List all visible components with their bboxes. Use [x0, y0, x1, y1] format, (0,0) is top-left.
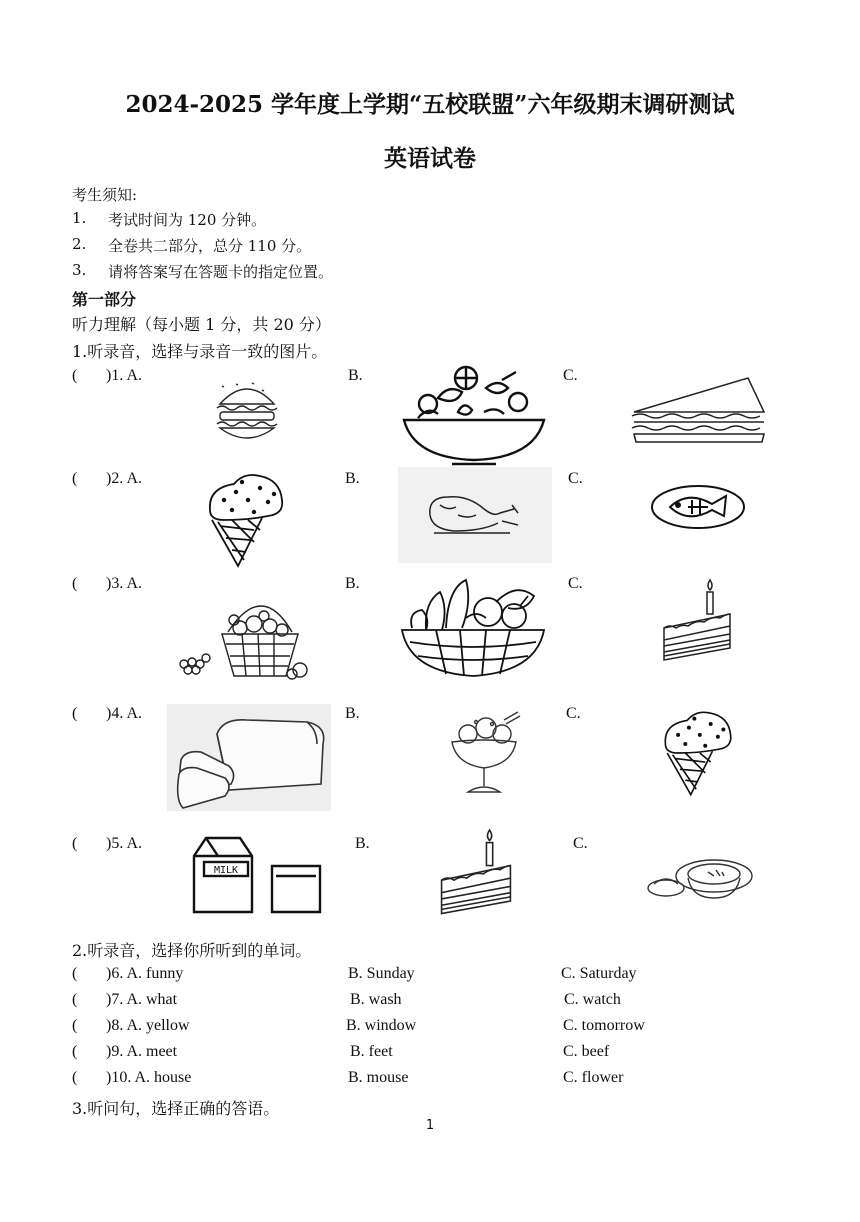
tea-cup-icon[interactable] — [644, 848, 756, 908]
option-b-label: B. — [355, 835, 370, 852]
section-1-instructions: 1.听录音，选择与录音一致的图片。 — [72, 342, 328, 361]
option-c: C. flower — [563, 1069, 624, 1086]
answer-paren[interactable]: ( — [72, 1043, 78, 1060]
option-c: C. watch — [564, 991, 621, 1008]
question-label: )5. A. — [106, 835, 142, 852]
option-a: )8. A. yellow — [106, 1017, 190, 1034]
option-c-label: C. — [563, 367, 578, 384]
note-item-2-num: 2. — [72, 235, 87, 253]
answer-paren[interactable]: ( — [72, 470, 78, 487]
answer-paren[interactable]: ( — [72, 991, 78, 1008]
option-b: B. mouse — [348, 1069, 409, 1086]
option-b-label: B. — [345, 575, 360, 592]
option-b: B. wash — [350, 991, 402, 1008]
option-c-label: C. — [568, 470, 583, 487]
option-c: C. Saturday — [561, 965, 637, 982]
note-item-2: 全卷共二部分，总分 110 分。 — [108, 237, 312, 255]
part-heading: 第一部分 — [72, 290, 137, 309]
option-b-label: B. — [345, 470, 360, 487]
answer-paren[interactable]: ( — [72, 1069, 78, 1086]
option-c: C. beef — [563, 1043, 610, 1060]
salad-bowl-icon[interactable] — [398, 362, 550, 468]
question-label: )3. A. — [106, 575, 142, 592]
note-item-3-num: 3. — [72, 261, 87, 279]
answer-paren[interactable]: ( — [72, 835, 78, 852]
fish-plate-icon[interactable] — [648, 482, 748, 532]
question-label: )1. A. — [106, 367, 142, 384]
option-c-label: C. — [566, 705, 581, 722]
roast-chicken-icon[interactable] — [398, 467, 552, 563]
listening-instructions: 听力理解（每小题 1 分，共 20 分） — [72, 315, 331, 334]
exam-subtitle: 英语试卷 — [384, 145, 476, 172]
section-3-instructions: 3.听问句，选择正确的答语。 — [72, 1099, 280, 1118]
notes-heading: 考生须知: — [72, 186, 138, 204]
ice-cream-cone-icon[interactable] — [660, 706, 736, 800]
ice-cream-cone-icon[interactable] — [204, 470, 288, 570]
page-number: 1 — [425, 1118, 435, 1133]
vegetable-basket-icon[interactable] — [396, 572, 550, 682]
answer-paren[interactable]: ( — [72, 965, 78, 982]
bread-loaf-icon[interactable] — [167, 704, 331, 811]
option-b-label: B. — [345, 705, 360, 722]
question-label: )2. A. — [106, 470, 142, 487]
answer-paren[interactable]: ( — [72, 1017, 78, 1034]
answer-paren[interactable]: ( — [72, 575, 78, 592]
svg-text:MILK: MILK — [213, 865, 239, 876]
note-item-1-num: 1. — [72, 209, 87, 227]
option-a: )10. A. house — [106, 1069, 192, 1086]
answer-paren[interactable]: ( — [72, 705, 78, 722]
option-b-label: B. — [348, 367, 363, 384]
option-b: B. Sunday — [348, 965, 415, 982]
ice-cream-sundae-icon[interactable] — [446, 708, 522, 796]
option-c-label: C. — [568, 575, 583, 592]
note-item-3: 请将答案写在答题卡的指定位置。 — [108, 263, 334, 281]
exam-title: 2024-2025 学年度上学期“五校联盟”六年级期末调研测试 — [125, 91, 735, 118]
milk-carton-icon[interactable] — [190, 832, 324, 916]
option-c: C. tomorrow — [563, 1017, 645, 1034]
option-a: )7. A. what — [106, 991, 178, 1008]
note-item-1: 考试时间为 120 分钟。 — [108, 211, 267, 229]
birthday-cake-icon[interactable] — [436, 828, 516, 924]
fruit-basket-icon[interactable] — [172, 592, 312, 684]
option-a: )9. A. meet — [106, 1043, 178, 1060]
option-b: B. window — [346, 1017, 417, 1034]
hamburger-icon[interactable] — [212, 376, 282, 446]
question-label: )4. A. — [106, 705, 142, 722]
section-2-instructions: 2.听录音，选择你所听到的单词。 — [72, 941, 312, 960]
answer-paren[interactable]: ( — [72, 367, 78, 384]
sandwich-icon[interactable] — [628, 372, 770, 452]
option-b: B. feet — [350, 1043, 393, 1060]
option-a: )6. A. funny — [106, 965, 184, 982]
birthday-cake-icon[interactable] — [660, 578, 734, 670]
option-c-label: C. — [573, 835, 588, 852]
